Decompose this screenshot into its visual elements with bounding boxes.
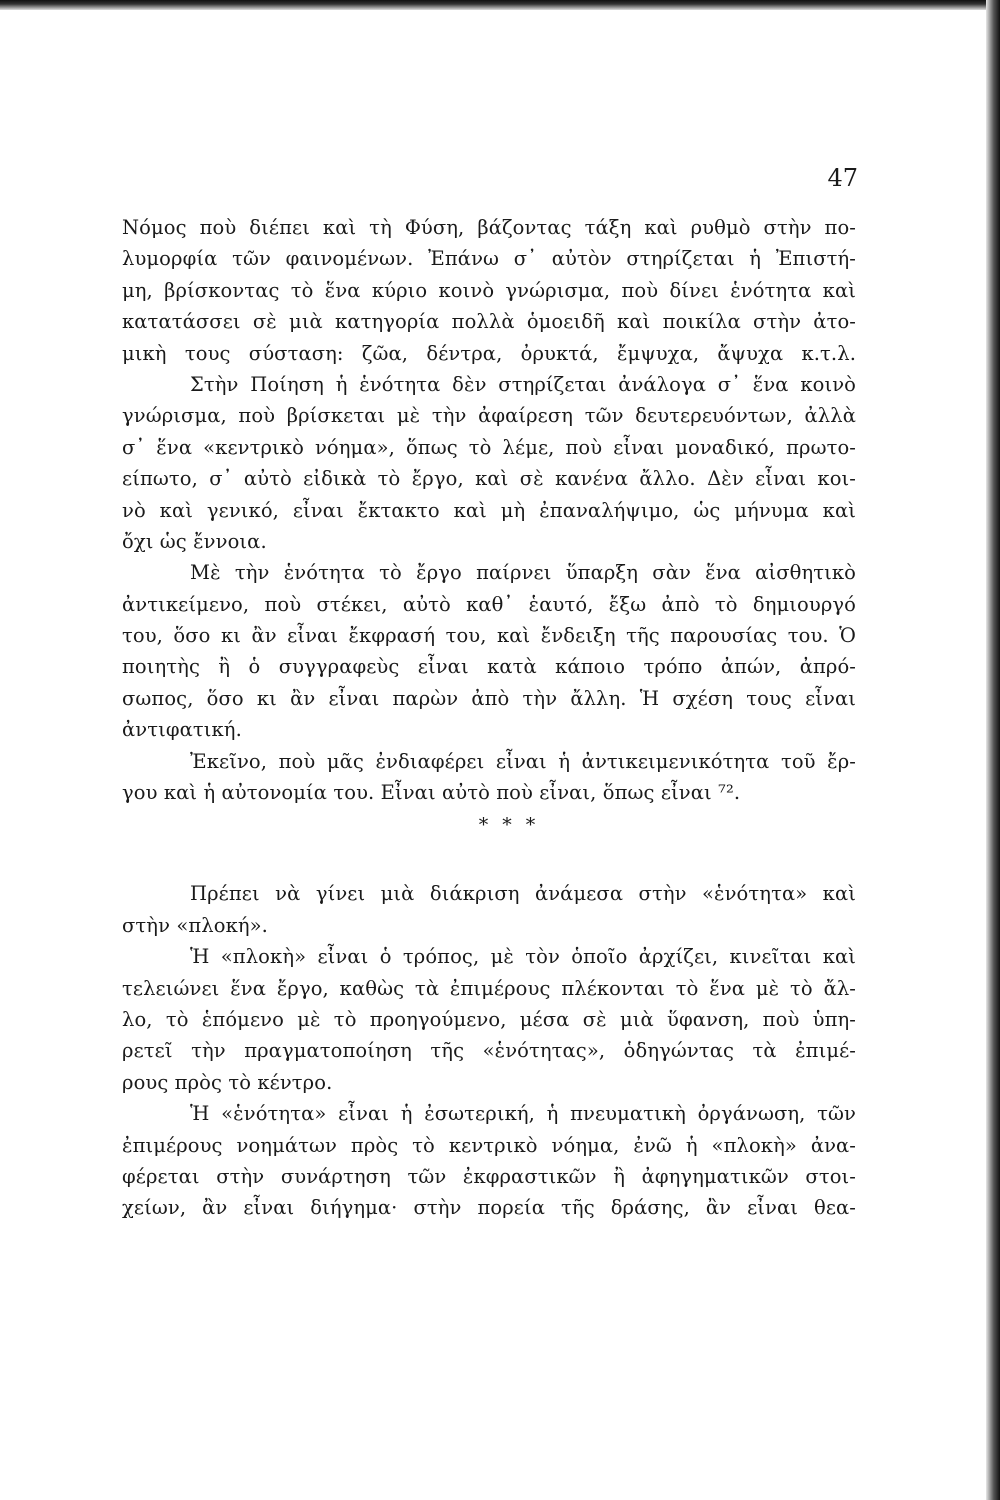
text-line: ἀντιφατική. bbox=[122, 718, 242, 742]
scan-edge-right bbox=[986, 0, 1000, 1500]
text-line: μη, βρίσκοντας τὸ ἕνα κύριο κοινὸ γνώρισμα, ποὺ δίνει ἑνότητα καὶ bbox=[122, 278, 856, 302]
text-line: Μὲ τὴν ἑνότητα τὸ ἔργο παίρνει ὕπαρξη σὰν ἕνα αἰσθητικὸ bbox=[190, 561, 856, 585]
text-line: γνώρισμα, ποὺ βρίσκεται μὲ τὴν ἀφαίρεση τῶν δευτερευόντων, ἀλλὰ bbox=[122, 404, 856, 428]
text-line: γου καὶ ἡ αὐτονομία του. Εἶναι αὐτὸ ποὺ εἶναι, ὅπως εἶναι ⁷². bbox=[122, 781, 741, 805]
body-text bbox=[122, 212, 856, 1224]
text-section-before-separator bbox=[122, 212, 856, 808]
text-line: φέρεται στὴν συνάρτηση τῶν ἐκφραστικῶν ἢ ἀφηγηματικῶν στοι- bbox=[122, 1164, 856, 1188]
text-line: ρους πρὸς τὸ κέντρο. bbox=[122, 1070, 333, 1094]
text-line: σωπος, ὅσο κι ἂν εἶναι παρὼν ἀπὸ τὴν ἄλλη. Ἡ σχέση τους εἶναι bbox=[122, 686, 856, 710]
text-line: Ἐκεῖνο, ποὺ μᾶς ἐνδιαφέρει εἶναι ἡ ἀντικειμενικότητα τοῦ ἔρ- bbox=[190, 749, 856, 773]
text-line: Νόμος ποὺ διέπει καὶ τὴ Φύση, βάζοντας τάξη καὶ ρυθμὸ στὴν πο- bbox=[122, 216, 856, 239]
text-line: Πρέπει νὰ γίνει μιὰ διάκριση ἀνάμεσα στὴν «ἑνότητα» καὶ bbox=[190, 882, 856, 906]
text-line: χείων, ἂν εἶναι διήγημα· στὴν πορεία τῆς δράσης, ἂν εἶναι θεα- bbox=[122, 1196, 856, 1220]
text-line: ποιητὴς ἢ ὁ συγγραφεὺς εἶναι κατὰ κάποιο τρόπο ἀπών, ἀπρό- bbox=[122, 655, 856, 679]
text-line: Στὴν Ποίηση ἡ ἑνότητα δὲν στηρίζεται ἀνάλογα σ᾽ ἕνα κοινὸ bbox=[190, 372, 856, 396]
text-line: κατατάσσει σὲ μιὰ κατηγορία πολλὰ ὁμοειδῆ καὶ ποικίλα στὴν ἀτο- bbox=[122, 310, 856, 334]
text-section-after-separator bbox=[122, 878, 856, 1223]
text-line: μικὴ τους σύσταση: ζῶα, δέντρα, ὀρυκτά, ἔμψυχα, ἄψυχα κ.τ.λ. bbox=[122, 341, 856, 365]
text-line: ὄχι ὡς ἔννοια. bbox=[122, 529, 267, 553]
text-line: νὸ καὶ γενικό, εἶναι ἔκτακτο καὶ μὴ ἐπαναλήψιμο, ὡς μήνυμα καὶ bbox=[122, 498, 856, 522]
text-line: είπωτο, σ᾽ αὐτὸ εἰδικὰ τὸ ἔργο, καὶ σὲ κανένα ἄλλο. Δὲν εἶναι κοι- bbox=[122, 467, 856, 491]
text-line: λυμορφία τῶν φαινομένων. Ἐπάνω σ᾽ αὐτὸν στηρίζεται ἡ Ἐπιστή- bbox=[122, 247, 856, 271]
text-line: ρετεῖ τὴν πραγματοποίηση τῆς «ἑνότητας», ὁδηγώντας τὰ ἐπιμέ- bbox=[122, 1039, 856, 1063]
text-line: Ἡ «ἑνότητα» εἶναι ἡ ἐσωτερική, ἡ πνευματικὴ ὀργάνωση, τῶν bbox=[190, 1102, 856, 1126]
text-line: ἀντικείμενο, ποὺ στέκει, αὐτὸ καθ᾽ ἑαυτό, ἔξω ἀπὸ τὸ δημιουργό bbox=[122, 592, 856, 616]
text-line: στὴν «πλοκή». bbox=[122, 913, 268, 937]
text-line: σ᾽ ἕνα «κεντρικὸ νόημα», ὅπως τὸ λέμε, ποὺ εἶναι μοναδικό, πρωτο- bbox=[122, 435, 856, 459]
text-line: του, ὅσο κι ἂν εἶναι ἔκφρασή του, καὶ ἔνδειξη τῆς παρουσίας του. Ὁ bbox=[122, 624, 856, 648]
text-line: τελειώνει ἕνα ἔργο, καθὼς τὰ ἐπιμέρους πλέκονται τὸ ἕνα μὲ τὸ ἄλ- bbox=[122, 976, 856, 1000]
page-number: 47 bbox=[827, 164, 858, 192]
text-line: Ἡ «πλοκὴ» εἶναι ὁ τρόπος, μὲ τὸν ὁποῖο ἀρχίζει, κινεῖται καὶ bbox=[190, 945, 856, 969]
scan-edge-top bbox=[0, 0, 1000, 10]
text-line: ἐπιμέρους νοημάτων πρὸς τὸ κεντρικὸ νόημα, ἐνῶ ἡ «πλοκὴ» ἀνα- bbox=[122, 1133, 856, 1157]
text-line: λο, τὸ ἑπόμενο μὲ τὸ προηγούμενο, μέσα σὲ μιὰ ὕφανση, ποὺ ὑπη- bbox=[122, 1007, 856, 1031]
section-separator: * * * bbox=[478, 814, 540, 837]
